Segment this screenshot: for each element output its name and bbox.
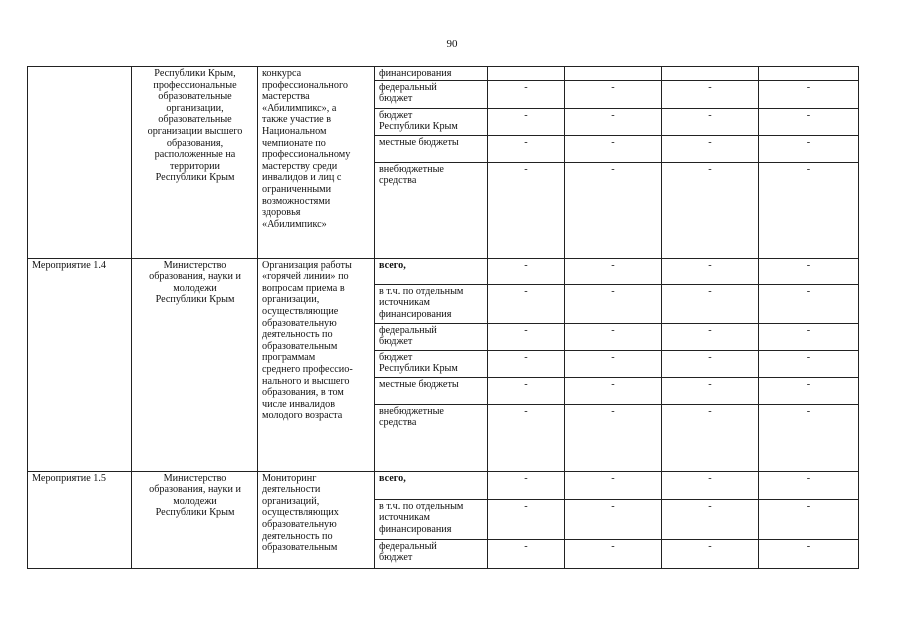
- table-row: [28, 67, 859, 81]
- amount-cell: -: [759, 377, 859, 404]
- funding-source-cell: [375, 80, 488, 108]
- amount-cell: -: [662, 323, 759, 350]
- amount-cell: -: [565, 162, 662, 258]
- funding-source-label: финансирования: [379, 68, 452, 79]
- amount-cell: -: [488, 80, 565, 108]
- funding-source-label: бюджет Республики Крым: [379, 351, 458, 375]
- funding-source-cell: [375, 67, 488, 81]
- amount-cell: -: [488, 135, 565, 162]
- amount-cell: -: [488, 284, 565, 323]
- funding-source-label: внебюджетные средства: [379, 163, 444, 187]
- amount-cell: -: [488, 323, 565, 350]
- funding-source-cell: [375, 377, 488, 404]
- amount-cell: -: [662, 258, 759, 284]
- executor-cell: [132, 471, 258, 568]
- amount-cell: [488, 67, 565, 81]
- table-row: [28, 258, 859, 284]
- amount-cell: -: [565, 471, 662, 499]
- amount-cell: -: [565, 539, 662, 568]
- description-cell: [258, 67, 375, 259]
- amount-cell: [662, 67, 759, 81]
- executor-cell: [132, 258, 258, 471]
- amount-cell: -: [488, 404, 565, 471]
- amount-cell: -: [662, 471, 759, 499]
- amount-cell: -: [759, 108, 859, 135]
- amount-cell: -: [759, 258, 859, 284]
- amount-cell: -: [565, 350, 662, 377]
- program-table: [27, 66, 859, 569]
- amount-cell: -: [565, 108, 662, 135]
- funding-source-cell: [375, 135, 488, 162]
- funding-source-cell: [375, 108, 488, 135]
- description-cell-text: Организация работы «горячей линии» по вопросам приема в организации, осуществляющие образовательную деятельность по образовательным программам среднего профессио- нального и высшего образования, в том числе инвалидов молодого возраста: [262, 259, 353, 422]
- amount-cell: -: [488, 471, 565, 499]
- amount-cell: -: [565, 135, 662, 162]
- funding-source-cell: [375, 284, 488, 323]
- amount-cell: -: [565, 404, 662, 471]
- measure-cell: [28, 258, 132, 471]
- amount-cell: -: [759, 323, 859, 350]
- amount-cell: -: [759, 135, 859, 162]
- description-cell: [258, 471, 375, 568]
- executor-cell-text: Министерство образования, науки и молодежи Республики Крым: [149, 259, 241, 306]
- amount-cell: -: [488, 377, 565, 404]
- amount-cell: -: [759, 404, 859, 471]
- amount-cell: -: [565, 258, 662, 284]
- amount-cell: -: [662, 404, 759, 471]
- amount-cell: -: [759, 539, 859, 568]
- amount-cell: -: [565, 80, 662, 108]
- measure-cell: [28, 67, 132, 259]
- funding-source-label: в т.ч. по отдельным источникам финансирования: [379, 285, 464, 320]
- amount-cell: -: [662, 135, 759, 162]
- amount-cell: -: [488, 539, 565, 568]
- amount-cell: -: [488, 499, 565, 539]
- amount-cell: -: [488, 162, 565, 258]
- amount-cell: -: [662, 350, 759, 377]
- amount-cell: -: [759, 80, 859, 108]
- funding-source-label: федеральный бюджет: [379, 81, 437, 105]
- funding-source-cell: [375, 471, 488, 499]
- funding-source-cell: [375, 323, 488, 350]
- funding-source-label: местные бюджеты: [379, 136, 459, 148]
- funding-source-cell: [375, 258, 488, 284]
- funding-source-label: местные бюджеты: [379, 378, 459, 390]
- amount-cell: -: [488, 258, 565, 284]
- funding-source-label: внебюджетные средства: [379, 405, 444, 429]
- amount-cell: [759, 67, 859, 81]
- executor-cell: [132, 67, 258, 259]
- funding-source-label: в т.ч. по отдельным источникам финансирования: [379, 500, 464, 535]
- measure-cell: [28, 471, 132, 568]
- amount-cell: -: [759, 350, 859, 377]
- amount-cell: -: [662, 162, 759, 258]
- amount-cell: -: [662, 108, 759, 135]
- amount-cell: -: [759, 162, 859, 258]
- amount-cell: -: [759, 499, 859, 539]
- description-cell-text: Мониторинг деятельности организаций, осуществляющих образовательную деятельность по образовательным: [262, 472, 339, 554]
- amount-cell: -: [662, 539, 759, 568]
- funding-source-cell: [375, 499, 488, 539]
- funding-source-label: бюджет Республики Крым: [379, 109, 458, 133]
- measure-cell-text: Мероприятие 1.5: [32, 472, 107, 484]
- funding-source-label: федеральный бюджет: [379, 540, 437, 564]
- amount-cell: -: [662, 377, 759, 404]
- amount-cell: -: [565, 323, 662, 350]
- amount-cell: -: [565, 377, 662, 404]
- table-row: [28, 471, 859, 499]
- amount-cell: -: [759, 471, 859, 499]
- executor-cell-text: Министерство образования, науки и молодежи Республики Крым: [149, 472, 241, 519]
- description-cell: [258, 258, 375, 471]
- measure-cell-text: Мероприятие 1.4: [32, 259, 107, 271]
- funding-source-label: всего,: [379, 472, 406, 484]
- amount-cell: -: [759, 284, 859, 323]
- amount-cell: -: [662, 499, 759, 539]
- amount-cell: -: [662, 80, 759, 108]
- funding-source-cell: [375, 539, 488, 568]
- description-cell-text: конкурса профессионального мастерства «Абилимпикс», а также участие в Национальном чемпионате по профессиональному мастерству среди инвалидов и лиц с ограниченными возможностями здоровья «Абилимпикс»: [262, 68, 351, 230]
- funding-source-cell: [375, 404, 488, 471]
- amount-cell: -: [488, 350, 565, 377]
- amount-cell: -: [662, 284, 759, 323]
- amount-cell: [565, 67, 662, 81]
- funding-source-label: всего,: [379, 259, 406, 271]
- funding-source-cell: [375, 162, 488, 258]
- page-number: 90: [446, 38, 458, 50]
- funding-source-label: федеральный бюджет: [379, 324, 437, 348]
- funding-source-cell: [375, 350, 488, 377]
- amount-cell: -: [488, 108, 565, 135]
- amount-cell: -: [565, 284, 662, 323]
- executor-cell-text: Республики Крым, профессиональные образовательные организации, образовательные организации высшего образования, расположенные на территории Республики Крым: [147, 68, 243, 184]
- amount-cell: -: [565, 499, 662, 539]
